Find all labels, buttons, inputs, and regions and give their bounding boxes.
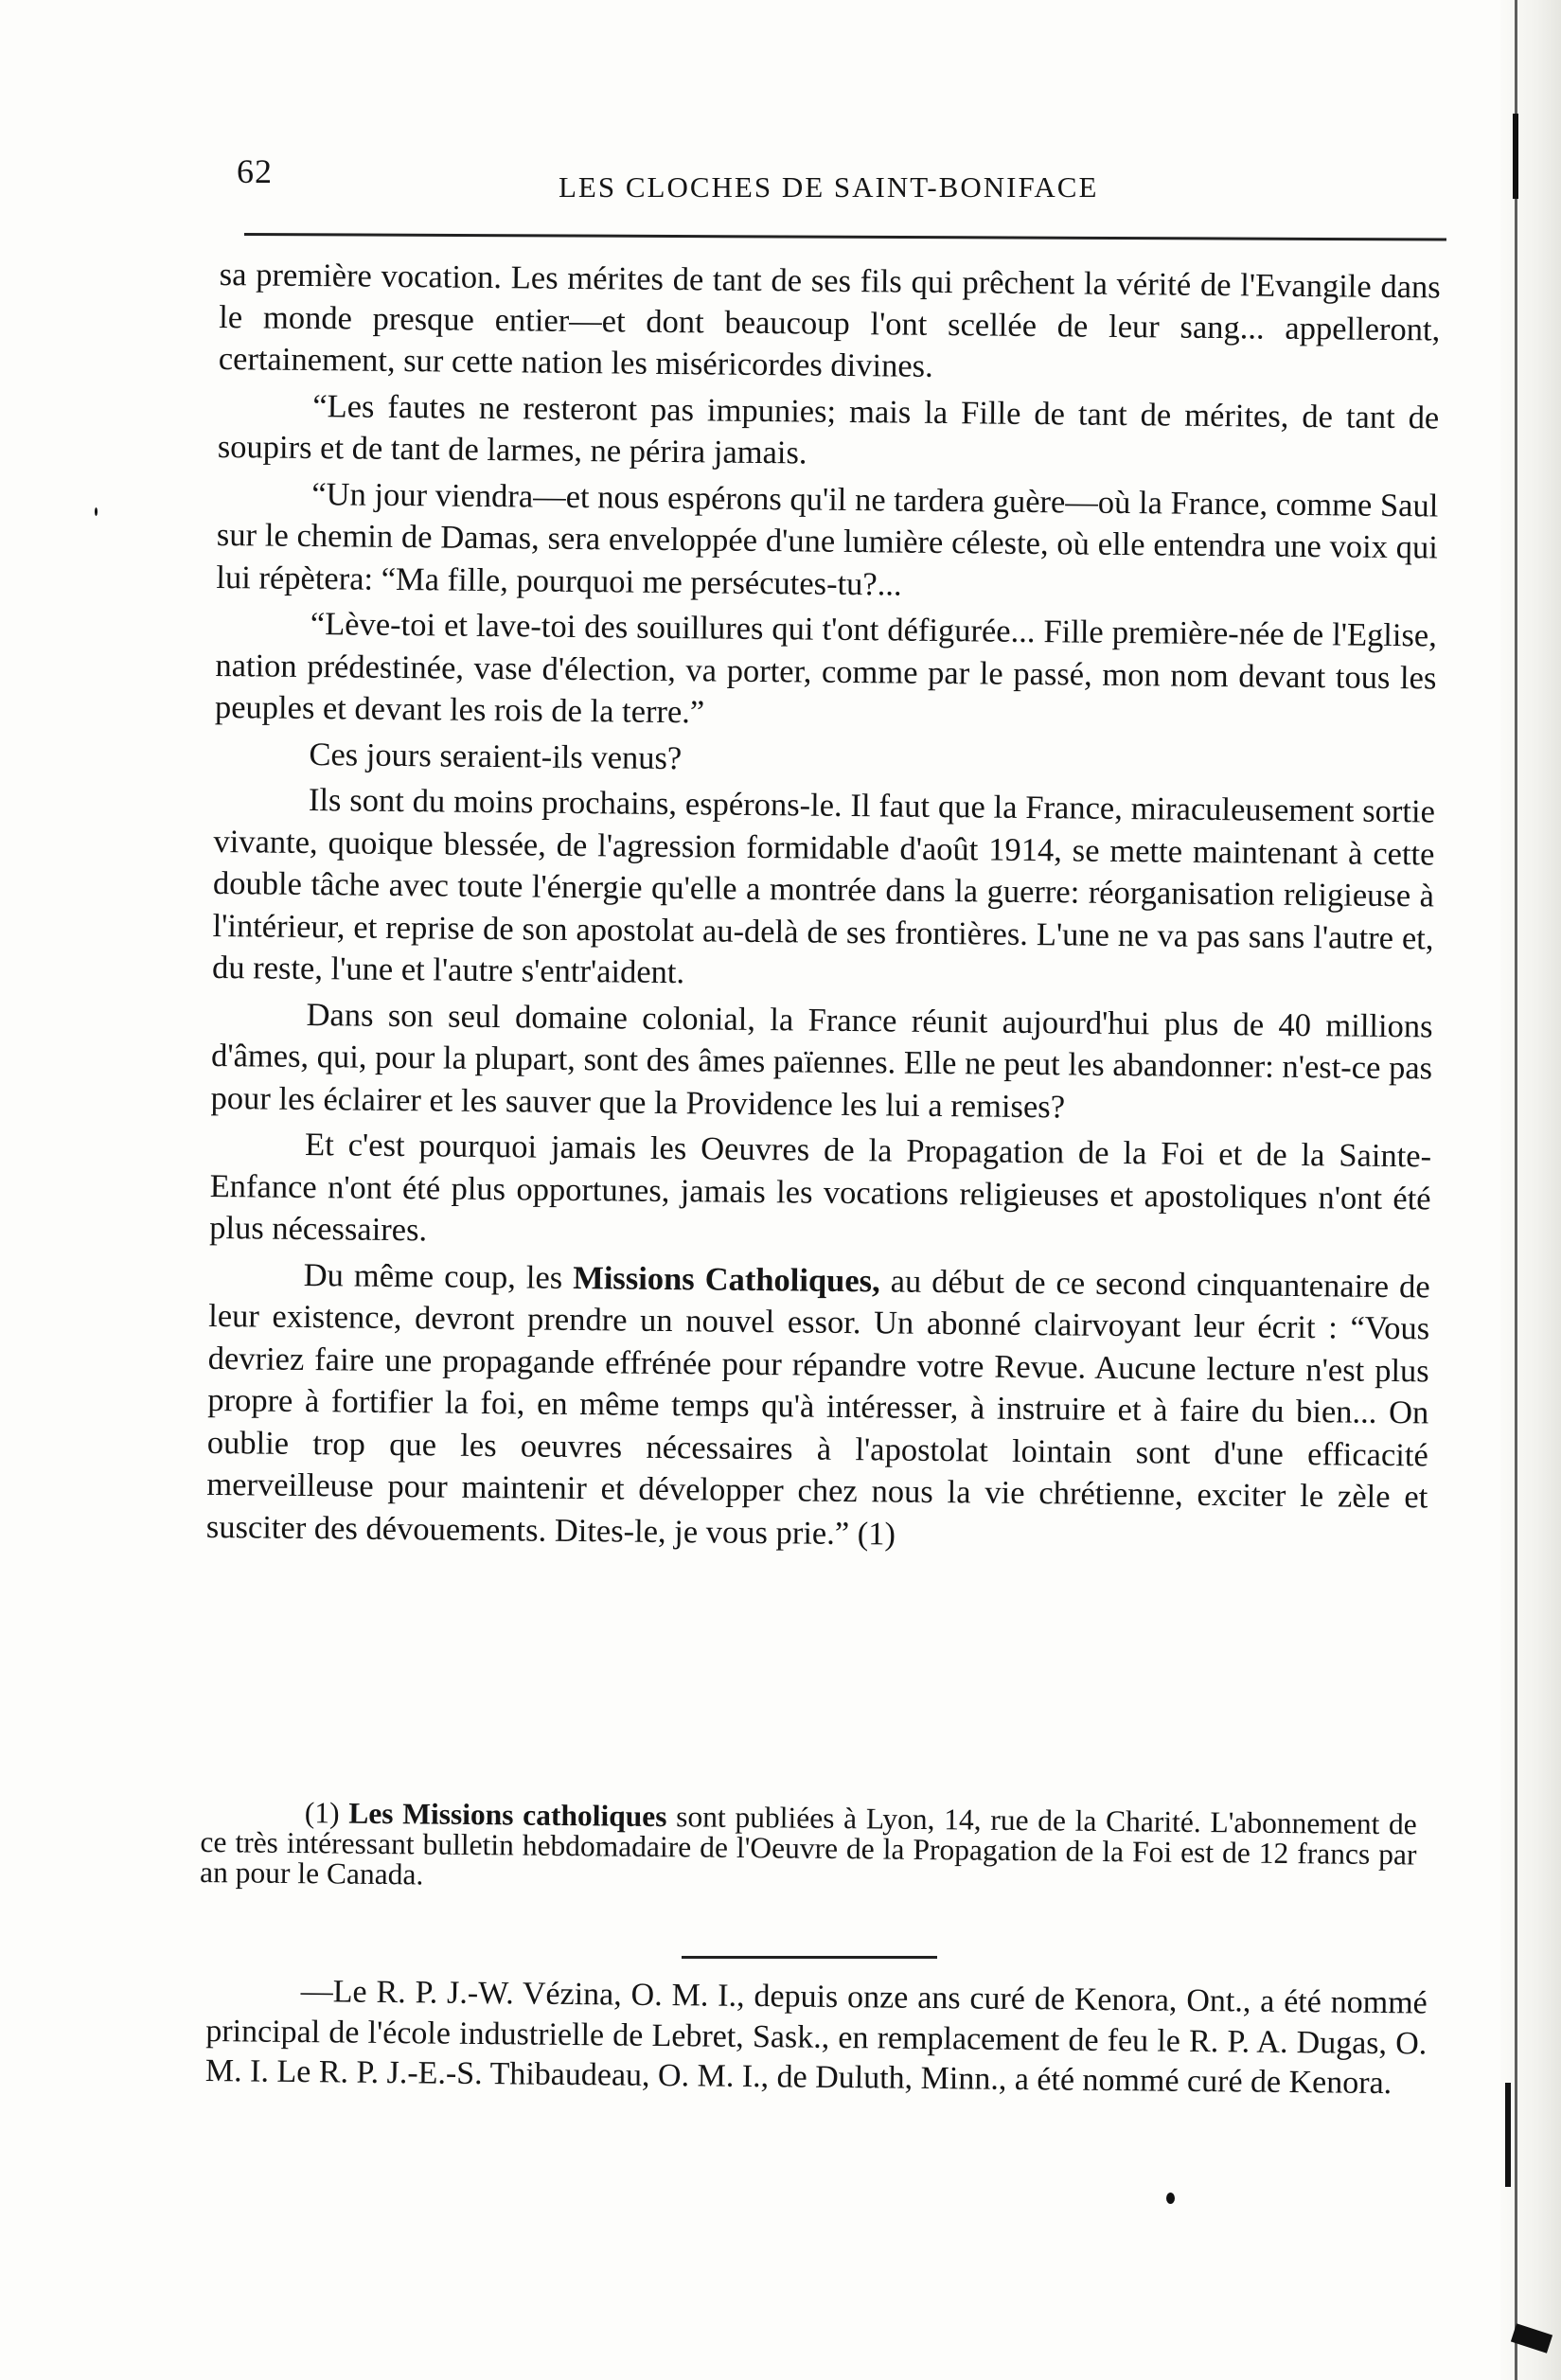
paragraph: “Un jour viendra—et nous espérons qu'il ne tardera guère—où la France, comme Saul sur le chemin de Damas, sera enveloppée d'une lumière céleste, où elle entendra une voix qui lui répètera: “Ma fille, pourquoi me persécutes-tu?... xyxy=(216,475,1439,603)
running-head: LES CLOCHES DE SAINT-BONIFACE xyxy=(559,170,1099,204)
notice-text: —Le R. P. J.-W. Vézina, O. M. I., depuis onze ans curé de Kenora, Ont., a été nommé principal de l'école industrielle de Lebret, Sask., en remplacement de feu le R. P. A. Dugas, O. M. I. Le R. P. J.-E.-S. Thibaudeau, O. M. I., de Duluth, Minn., a été nommé curé de Kenora. xyxy=(204,1974,1428,2102)
paragraph: “Les fautes ne resteront pas impunies; mais la Fille de tant de mérites, de tant de soupirs et de tant de larmes, ne périra jamais. xyxy=(217,387,1440,471)
paragraph-text: au début de ce second cinquantenaire de leur existence, devront prendre un nouvel essor. Un abonné clairvoyant leur écrit : “Vous devriez faire une propagande effrénée pour répandre votre Revue. Aucune lecture n'est plus propre à fortifier la foi, en même temps qu'à intéresser, à instruire et à faire du bien... On oublie trop que les oeuvres nécessaires à l'apostolat lointain sont d'une efficacité merveilleuse pour maintenir et développer chez nous la vie chrétienne, exciter le zèle et susciter des dévouements. Dites-le, je vous prie.” (1) xyxy=(205,1262,1430,1553)
page-header xyxy=(237,151,1448,208)
paragraph-text: Du même coup, les xyxy=(303,1256,574,1296)
page-edge xyxy=(1500,0,1561,2380)
body-text xyxy=(206,254,1441,1564)
footnote xyxy=(200,1797,1417,1900)
footnote-journal-title: Les Missions catholiques xyxy=(348,1796,667,1834)
page-number: 62 xyxy=(237,152,273,190)
header-rule xyxy=(244,233,1446,241)
ink-speck xyxy=(1166,2193,1175,2204)
page-edge-line xyxy=(1515,0,1517,2380)
journal-title: Missions Catholiques, xyxy=(573,1259,880,1299)
paragraph: Ils sont du moins prochains, espérons-le. Il faut que la France, miraculeusement sortie vivante, quoique blessée, de l'agression formidable d'août 1914, se mette maintenant à cette double tâche avec toute l'énergie qu'elle a montrée dans la guerre: réorganisation religieuse à l'intérieur, et reprise de son apostolat au-delà de ses frontières. L'une ne va pas sans l'autre et, du reste, l'une et l'autre s'entr'aident. xyxy=(211,782,1436,991)
paragraph: “Lève-toi et lave-toi des souillures qui t'ont défigurée... Fille première-née de l'Eglise, nation prédestinée, vase d'élection, va porter, comme par le passé, mon nom devant tous les peuples et devant les rois de la terre.” xyxy=(214,606,1438,731)
appointment-notice xyxy=(205,1971,1428,2105)
paragraph: Dans son seul domaine colonial, la France réunit aujourd'hui plus de 40 millions d'âmes, qui, pour la plupart, sont des âmes païennes. Elle ne peut les abandonner: n'est-ce pas pour les éclairer et les sauver que la Providence les lui a remises? xyxy=(210,996,1433,1125)
paragraph xyxy=(206,1252,1430,1560)
ink-speck xyxy=(95,507,98,516)
paragraph: Ces jours seraient-ils venus? xyxy=(309,736,683,776)
edge-mark xyxy=(1513,114,1518,199)
separator-rule xyxy=(682,1956,937,1959)
edge-mark xyxy=(1505,2083,1511,2187)
paragraph: Et c'est pourquoi jamais les Oeuvres de la Propagation de la Foi et de la Sainte-Enfance n'ont été plus opportunes, jamais les vocations religieuses et apostoliques n'ont été plus nécessaires. xyxy=(209,1126,1432,1249)
footnote-text: sont publiées à Lyon, 14, rue de la Charité. L'abonnement de ce très intéressant bulletin hebdomadaire de l'Oeuvre de la Propagation de la Foi est de 12 francs par an pour le Canada. xyxy=(199,1800,1417,1892)
footnote-mark: (1) xyxy=(304,1796,340,1830)
paragraph: sa première vocation. Les mérites de tant de ses fils qui prêchent la vérité de l'Evangile dans le monde presque entier—et dont beaucoup l'ont scellée de leur sang... appelleront, certainement, sur cette nation les miséricordes divines. xyxy=(218,256,1441,384)
